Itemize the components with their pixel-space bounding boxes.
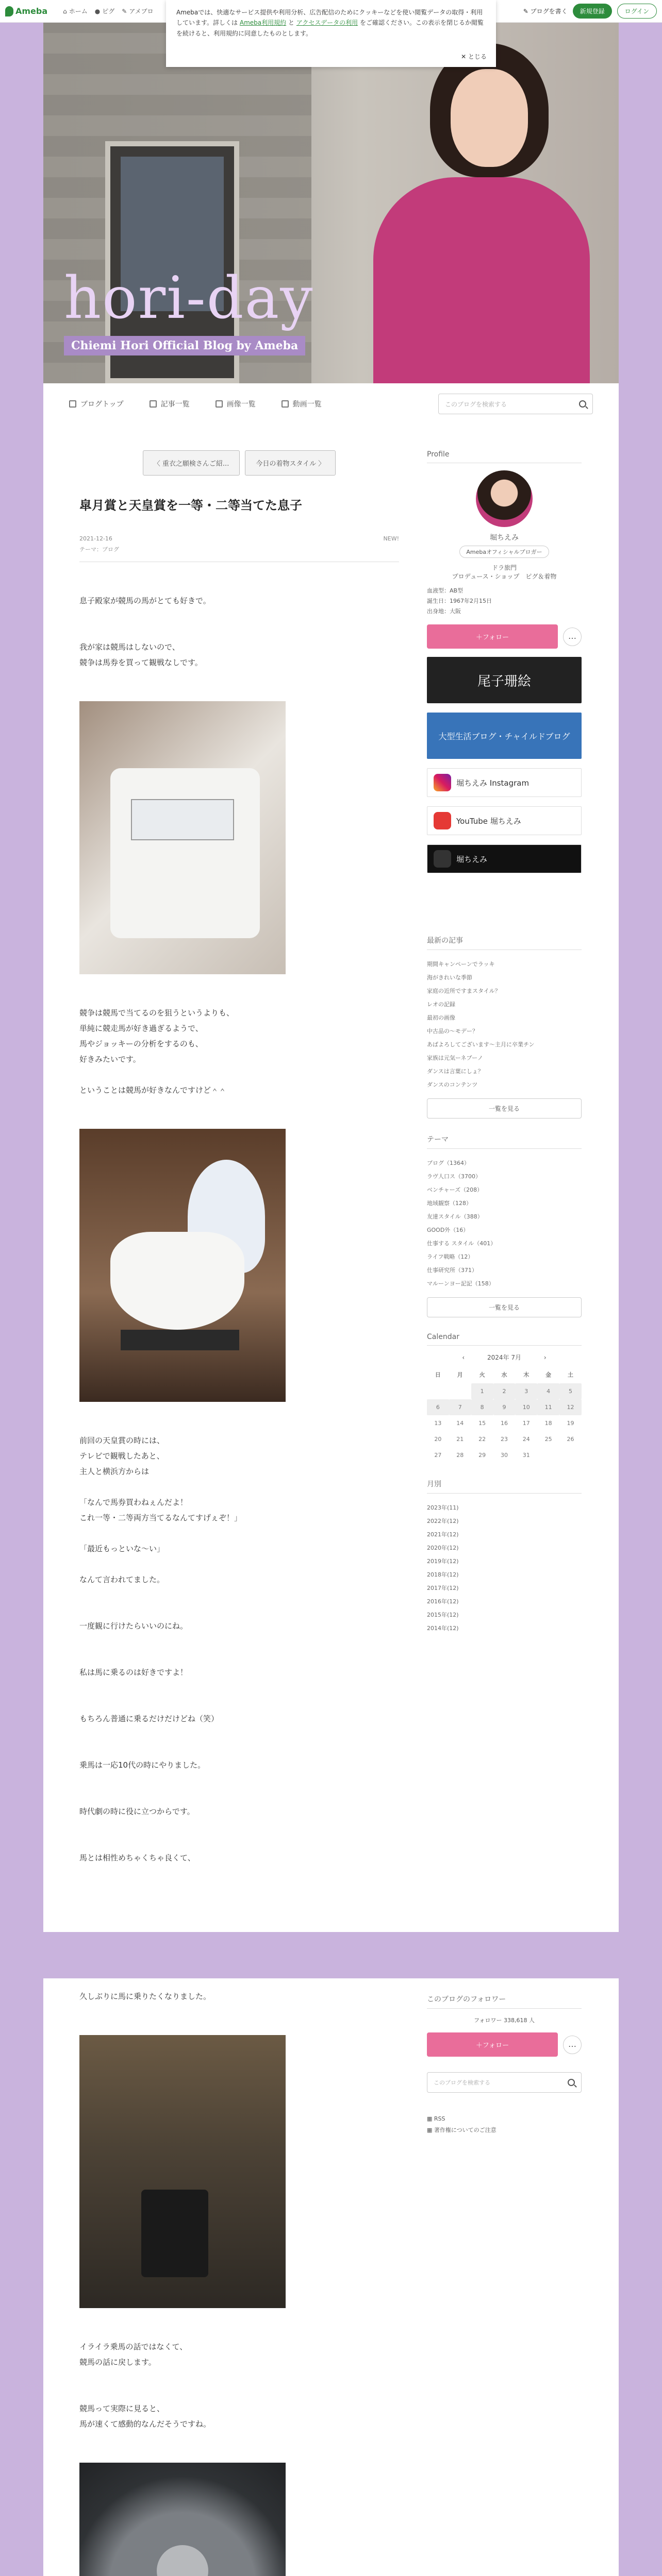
blog-nav (43, 383, 619, 425)
theme-item[interactable]: GOOD外（16） (427, 1227, 469, 1234)
banner-book[interactable]: 尾子珊絵 (427, 657, 582, 703)
calendar-weekday: 火 (479, 1371, 485, 1379)
theme-item[interactable]: 地域観察（128） (427, 1200, 472, 1207)
calendar-day[interactable]: 8 (471, 1399, 493, 1415)
appliance-panel (131, 799, 234, 840)
recent-item[interactable]: 家族は元気ーネブーノ (427, 1055, 483, 1062)
calendar-day[interactable]: 27 (434, 1452, 442, 1459)
calendar-day[interactable]: 29 (478, 1452, 486, 1459)
portrait-body (373, 177, 590, 383)
avatar[interactable] (476, 470, 533, 527)
recent-list (427, 957, 582, 1091)
recent-item[interactable]: 家庭の近所ですまスタイル？ (427, 988, 501, 995)
top-nav-pigg[interactable]: ● ピグ (94, 7, 115, 15)
calendar-day[interactable]: 12 (559, 1399, 582, 1415)
calendar-week (427, 1447, 582, 1463)
theme-item[interactable]: ラヴ人口ス（3700） (427, 1173, 481, 1180)
top-nav-label: ピグ (102, 8, 115, 15)
calendar-weekday: 土 (568, 1371, 574, 1379)
x-link[interactable] (427, 844, 582, 873)
calendar-heading: Calendar (427, 1333, 582, 1346)
archive-item[interactable]: 2018年(12) (427, 1571, 459, 1579)
calendar-day[interactable]: 31 (522, 1452, 530, 1459)
recent-item[interactable]: ダンスのコンテンツ (427, 1081, 478, 1089)
calendar-weekdays (427, 1366, 582, 1383)
calendar-day[interactable]: 28 (456, 1452, 464, 1459)
calendar-day[interactable]: 16 (500, 1420, 508, 1427)
more-button[interactable]: … (563, 628, 582, 646)
nav-video-list[interactable] (282, 399, 322, 409)
article-paragraph: もちろん普通に乗るだけだけどね（笑） (79, 1714, 219, 1723)
article-paragraph: 前回の天皇賞の時には、 テレビで観戦したあと、 主人と横浜方からは 「なんで馬券買わねぇんだよ！ これ一等・二等両方当てるなんてすげぇぞ！」 「最近もっといな〜い」 なんて言われてました。 (79, 1436, 242, 1584)
calendar-day[interactable]: 15 (478, 1420, 486, 1427)
youtube-label: YouTube 堀ちえみ (456, 816, 521, 826)
terms-link[interactable]: Ameba利用規約 (239, 19, 287, 27)
calendar-nav (427, 1353, 582, 1362)
profile-heading: Profile (427, 450, 582, 463)
calendar-day[interactable]: 21 (456, 1436, 464, 1443)
calendar-week (427, 1399, 582, 1415)
profile-bio: プロデュース・ショップ ピグ＆着物 (452, 573, 557, 580)
top-nav (63, 7, 153, 15)
portrait-face (451, 69, 528, 167)
header-portrait (373, 43, 590, 383)
follower-heading: このブログのフォロワー (427, 1994, 582, 2009)
calendar-day[interactable]: 9 (493, 1399, 516, 1415)
article-photo-incense[interactable] (79, 1129, 286, 1402)
copyright-link[interactable] (427, 2125, 582, 2136)
calendar-day[interactable]: 1 (471, 1383, 493, 1399)
article-photo-appliance[interactable] (79, 701, 286, 974)
next-article-button[interactable]: 今日の着物スタイル 〉 (245, 450, 336, 476)
recent-item[interactable]: あばよろしてございます〜主月に卒業チン (427, 1041, 535, 1048)
profile-birthday: 誕生日：1967年2月15日 (427, 597, 492, 604)
top-nav-label: ホーム (69, 8, 88, 15)
sidebar-2 (427, 1994, 582, 2136)
instagram-link[interactable] (427, 768, 582, 797)
calendar-day[interactable]: 26 (567, 1436, 574, 1443)
top-nav-home[interactable]: ⌂ ホーム (63, 7, 88, 15)
more-button[interactable]: … (563, 2036, 582, 2054)
main-panel-2 (43, 1978, 619, 2576)
official-badge: Amebaオフィシャルブロガー (459, 546, 549, 558)
article-date: 2021-12-16 (79, 535, 112, 542)
calendar-day[interactable]: 30 (500, 1452, 508, 1459)
article-photo-room[interactable] (79, 2035, 286, 2308)
archive-item[interactable]: 2021年(12) (427, 1531, 459, 1538)
article-paragraph: 久しぶりに馬に乗りたくなりました。 (79, 1992, 211, 2001)
theme-heading: テーマ (427, 1134, 582, 1149)
calendar-day[interactable]: 17 (522, 1420, 530, 1427)
calendar-week (427, 1383, 582, 1399)
profile-name[interactable]: 堀ちえみ (490, 534, 519, 542)
archive-item[interactable]: 2016年(12) (427, 1598, 459, 1605)
article-paragraph: 一度観に行けたらいいのにね。 (79, 1621, 188, 1631)
blog-title: hori-day (64, 265, 314, 332)
calendar-day[interactable]: 11 (537, 1399, 559, 1415)
warning-icon: ▦ (427, 2127, 433, 2133)
search-icon (579, 400, 586, 408)
login-button[interactable]: ログイン (617, 4, 657, 19)
archive-item[interactable]: 2020年(12) (427, 1545, 459, 1552)
theme-item[interactable]: マルーンヨー記記（158） (427, 1280, 494, 1287)
theme-more-button[interactable]: 一覧を見る (427, 1297, 582, 1317)
profile-birthplace: 出身地：大阪 (427, 607, 461, 615)
article-paragraph: 競争は競馬で当てるのを狙うというよりも、 単純に競走馬が好き過ぎるようで、 馬やジョッキーの分析をするのも、 好きみたいです。 ということは競馬が好きなんですけど＾＾ (79, 1008, 235, 1095)
cookie-close-button[interactable]: ✕ とじる (461, 53, 487, 60)
archive-item[interactable]: 2014年(12) (427, 1625, 459, 1632)
search-placeholder: このブログを検索する (445, 400, 507, 408)
ameba-logo[interactable] (5, 6, 47, 16)
article-meta (79, 535, 399, 542)
article-paragraph: 息子殿家が競馬の馬がとても好きで。 (79, 596, 211, 605)
recent-item[interactable]: 中古品の〜モデー？ (427, 1028, 478, 1035)
article-paragraph: 乗馬は一応10代の時にやりました。 (79, 1760, 206, 1770)
instagram-icon (434, 774, 451, 791)
archive-item[interactable]: 2022年(12) (427, 1518, 459, 1525)
calendar-week (427, 1431, 582, 1447)
rss-link[interactable] (427, 2113, 582, 2125)
write-blog-link[interactable]: ✎ ブログを書く (523, 8, 568, 15)
calendar-month: 2024年 7月 (487, 1354, 521, 1362)
recent-more-button[interactable]: 一覧を見る (427, 1098, 582, 1118)
archive-item[interactable]: 2015年(12) (427, 1612, 459, 1619)
follow-button[interactable]: ＋フォロー (427, 624, 558, 649)
theme-item[interactable]: 友達スタイル（388） (427, 1213, 483, 1221)
calendar-day[interactable]: 13 (434, 1420, 442, 1427)
nav-image-list[interactable] (216, 399, 256, 409)
cookie-text: と (286, 19, 296, 27)
x-icon (434, 850, 451, 868)
nav-blog-top[interactable] (69, 399, 124, 409)
calendar-day[interactable]: 24 (522, 1436, 530, 1443)
blog-subtitle: Chiemi Hori Official Blog by Ameba (64, 336, 305, 355)
profile-blood: 血液型：AB型 (427, 587, 464, 594)
calendar-day (559, 1447, 582, 1463)
calendar-days (427, 1383, 582, 1463)
youtube-icon (434, 812, 451, 829)
calendar-day[interactable]: 25 (544, 1436, 552, 1443)
calendar-weekday: 水 (501, 1371, 507, 1379)
calendar-day (537, 1447, 559, 1463)
ameba-leaf-icon (5, 6, 13, 16)
calendar-next[interactable]: › (543, 1354, 547, 1362)
recent-item[interactable]: 期間キャンペーンでラッキ (427, 961, 495, 968)
banner-blog[interactable]: 大型生活ブログ・チャイルドブログ (427, 713, 582, 759)
archive-item[interactable]: 2017年(12) (427, 1585, 459, 1592)
top-nav-label: アメブロ (129, 8, 154, 15)
follow-button[interactable]: ＋フォロー (427, 2032, 558, 2057)
calendar-day[interactable]: 3 (515, 1383, 537, 1399)
home-icon (69, 400, 76, 408)
nav-label: 画像一覧 (226, 400, 256, 409)
calendar-day[interactable]: 4 (537, 1383, 559, 1399)
theme-item[interactable]: ライフ戦略（12） (427, 1253, 474, 1261)
calendar-weekday: 日 (435, 1371, 441, 1379)
cookie-notice (166, 0, 496, 67)
article-paragraph: 時代劇の時に役に立つからです。 (79, 1807, 195, 1816)
archive-item[interactable]: 2019年(12) (427, 1558, 459, 1565)
profile-bio: ドラ旅門 (491, 564, 517, 571)
incense-bowl (110, 1232, 244, 1330)
theme-item[interactable]: ベンチャーズ（208） (427, 1187, 483, 1194)
recent-heading: 最新の記事 (427, 935, 582, 950)
calendar-day (449, 1383, 471, 1399)
top-nav-ameblo[interactable]: ✎ アメブロ (122, 7, 154, 15)
recent-item[interactable]: レオの記録 (427, 1001, 455, 1008)
theme-list (427, 1156, 582, 1290)
sink-drain (157, 2545, 208, 2576)
trash-can (141, 2190, 208, 2277)
article-photo-sink[interactable] (79, 2463, 286, 2576)
calendar-day[interactable]: 7 (449, 1399, 471, 1415)
nav-label: 記事一覧 (160, 400, 190, 409)
article-theme[interactable]: テーマ：ブログ (79, 545, 399, 562)
calendar-week (427, 1415, 582, 1431)
instagram-label: 堀ちえみ Instagram (456, 778, 529, 788)
calendar-weekday: 木 (523, 1371, 529, 1379)
rss-icon: ▦ (427, 2115, 433, 2122)
nav-article-list[interactable] (150, 399, 190, 409)
calendar-weekday: 金 (545, 1371, 552, 1379)
theme-item[interactable]: ブログ（1364） (427, 1160, 470, 1167)
calendar-day[interactable]: 19 (567, 1420, 574, 1427)
article (79, 450, 399, 1896)
calendar-day[interactable]: 23 (500, 1436, 508, 1443)
search-icon (568, 2079, 575, 2086)
article-continued (79, 1989, 399, 2576)
theme-item[interactable]: 仕事研究所（371） (427, 1267, 477, 1274)
share-button[interactable]: NEW! (383, 535, 399, 542)
rss-label: RSS (434, 2115, 445, 2122)
blog-search-input[interactable] (438, 394, 593, 414)
calendar-day[interactable]: 10 (515, 1399, 537, 1415)
calendar-day[interactable]: 6 (427, 1399, 449, 1415)
sidebar (427, 450, 582, 1635)
article-paragraph: 競馬って実際に見ると、 馬が速くて感動的なんだそうですね。 (79, 2404, 211, 2429)
theme-item[interactable]: 仕事する スタイル（401） (427, 1240, 496, 1247)
x-label: 堀ちえみ (456, 854, 488, 864)
calendar-day[interactable]: 2 (493, 1383, 516, 1399)
appliance-shape (110, 768, 260, 938)
calendar-day[interactable]: 22 (478, 1436, 486, 1443)
calendar-table (427, 1366, 582, 1463)
nav-label: 動画一覧 (292, 400, 322, 409)
follow-row (427, 624, 582, 649)
prev-article-button[interactable]: 〈 重衣之願検さんご紹... (143, 450, 240, 476)
nav-label: ブログトップ (80, 400, 124, 409)
search-placeholder: このブログを検索する (434, 2079, 490, 2086)
recent-item[interactable]: 海がきれいな季節 (427, 974, 472, 981)
sidebar-search-input[interactable] (427, 2072, 582, 2093)
blog-header[interactable] (43, 23, 619, 383)
article-pager (79, 450, 399, 476)
write-label: ブログを書く (530, 8, 568, 15)
recent-item[interactable]: ダンスは言葉にしょ？ (427, 1068, 484, 1075)
calendar-day[interactable]: 14 (456, 1420, 464, 1427)
calendar-day (427, 1383, 449, 1399)
top-right (523, 4, 657, 19)
calendar-day[interactable]: 5 (559, 1383, 582, 1399)
article-paragraph: 我が家は競馬はしないので、 競争は馬券を買って観戦なしです。 (79, 642, 203, 667)
cookie-text: Amebaでは、快適なサービス提供や利用分析、広告配信のためにクッキーなどを使い閲覧データの取得・利用しています。詳しくは (176, 9, 483, 27)
recent-item[interactable]: 最初の画像 (427, 1014, 455, 1022)
calendar-weekday: 月 (457, 1371, 463, 1379)
archive-heading: 月別 (427, 1479, 582, 1494)
article-title: 皐月賞と天皇賞を一等・二等当てた息子 (79, 498, 302, 513)
main-panel (43, 425, 619, 1932)
youtube-link[interactable] (427, 806, 582, 835)
archive-item[interactable]: 2023年(11) (427, 1504, 459, 1512)
camera-icon (216, 400, 223, 408)
article-paragraph: イライラ乗馬の話ではなくて、 競馬の話に戻します。 (79, 2342, 188, 2367)
copyright-label: 著作権についてのご注意 (434, 2127, 496, 2133)
video-icon (282, 400, 289, 408)
follower-count[interactable]: フォロワー 338,618 人 (474, 2017, 535, 2024)
article-paragraph: 馬とは相性めちゃくちゃ良くて、 (79, 1853, 195, 1862)
incense-stand (121, 1330, 239, 1350)
archive-list (427, 1501, 582, 1635)
access-data-link[interactable]: アクセスデータの利用 (296, 19, 358, 27)
calendar-prev[interactable]: ‹ (462, 1354, 465, 1362)
cookie-text: をご確認ください。この表示を閉じるか閲覧を続けると、利用規約に同意したものとします。 (176, 19, 484, 37)
calendar-day[interactable]: 18 (544, 1420, 552, 1427)
brand-label: Ameba (15, 6, 48, 16)
calendar-day[interactable]: 20 (434, 1436, 442, 1443)
article-paragraph: 私は馬に乗るのは好きですよ！ (79, 1668, 188, 1677)
register-button[interactable]: 新規登録 (573, 4, 612, 19)
close-label: とじる (468, 53, 487, 60)
follow-row (427, 2032, 582, 2057)
document-icon (150, 400, 157, 408)
